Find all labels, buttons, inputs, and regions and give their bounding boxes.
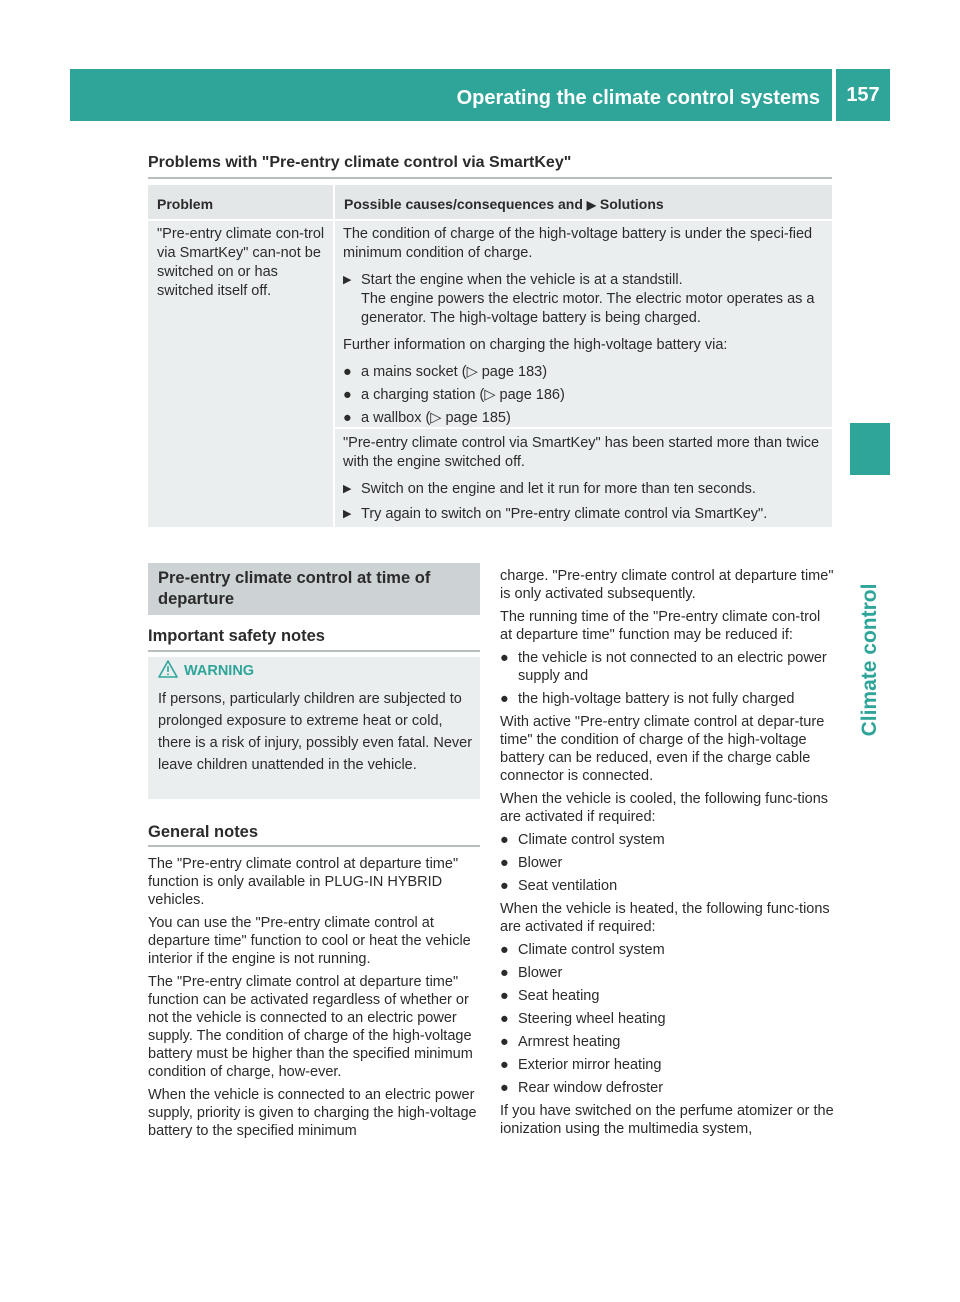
list-item-text: a wallbox (▷ page 185) <box>361 410 511 426</box>
side-tab-label: Climate control <box>858 583 881 737</box>
solution-intro: "Pre-entry climate control via SmartKey" has been started more than twice with the engine switched off. <box>343 435 820 470</box>
solution-step-detail: The engine powers the electric motor. The electric motor operates as a generator. The high-voltage battery is being charged. <box>361 291 815 326</box>
bullet-icon: ● <box>500 855 509 871</box>
bullet-icon: ● <box>343 387 352 403</box>
problems-title: Problems with "Pre-entry climate control via SmartKey" <box>148 154 572 171</box>
paragraph: If you have switched on the perfume atomizer or the ionization using the multimedia system, <box>500 1103 834 1137</box>
general-notes-heading: General notes <box>148 823 259 841</box>
list-item-text: Climate control system <box>518 942 665 958</box>
safety-notes-heading: Important safety notes <box>148 627 325 645</box>
paragraph: The "Pre-entry climate control at departure time" function is only available in PLUG-IN HYBRID vehicles. <box>148 856 459 908</box>
bullet-icon: ● <box>500 691 509 707</box>
list-item <box>500 854 834 872</box>
list-item-text: a mains socket (▷ page 183) <box>361 364 548 380</box>
paragraph: The running time of the "Pre-entry climate con-trol at departure time" function may be reduced if: <box>500 609 821 643</box>
list-item <box>500 1010 834 1028</box>
bullet-icon: ● <box>500 942 509 958</box>
solution-intro: The condition of charge of the high-voltage battery is under the speci-fied minimum condition of charge. <box>343 226 813 261</box>
solution-block-2 <box>343 434 828 530</box>
list-item-text: the high-voltage battery is not fully charged <box>518 691 795 707</box>
arrow-icon: ▶ <box>586 198 597 212</box>
paragraph: You can use the "Pre-entry climate control at departure time" function to cool or heat the vehicle interior if the engine is not running. <box>148 915 471 967</box>
list-item-text: a charging station (▷ page 186) <box>361 387 565 403</box>
list-item-text: Seat heating <box>518 988 600 1004</box>
solution-step <box>343 480 828 499</box>
paragraph: With active "Pre-entry climate control at depar-ture time" the condition of charge of the high-voltage battery can be reduced, even if the charge cable connector is connected. <box>500 714 825 784</box>
bullet-icon: ● <box>500 1034 509 1050</box>
list-item <box>343 409 828 428</box>
list-item <box>500 941 834 959</box>
solution-block-1 <box>343 225 828 432</box>
list-item-text: Armrest heating <box>518 1034 621 1050</box>
table-header-problem: Problem <box>157 196 214 212</box>
list-item-text: Blower <box>518 855 563 871</box>
list-item <box>500 1056 834 1074</box>
arrow-icon: ▶ <box>343 274 352 286</box>
table-header-solutions-prefix: Possible causes/consequences and <box>344 196 583 212</box>
bullet-icon: ● <box>500 650 509 666</box>
list-item <box>343 386 828 405</box>
list-item <box>500 1033 834 1051</box>
list-item <box>500 877 834 895</box>
list-item <box>343 363 828 382</box>
paragraph: charge. "Pre-entry climate control at departure time" is only activated subsequently. <box>500 568 834 602</box>
list-item <box>500 987 834 1005</box>
list-item <box>500 831 834 849</box>
bullet-icon: ● <box>500 878 509 894</box>
arrow-icon: ▶ <box>343 508 352 520</box>
right-column-text <box>500 567 834 1143</box>
list-item <box>500 649 834 685</box>
list-item-text: Seat ventilation <box>518 878 618 894</box>
list-item-text: Climate control system <box>518 832 665 848</box>
arrow-icon: ▶ <box>343 483 352 495</box>
solution-step-text: Switch on the engine and let it run for more than ten seconds. <box>361 481 756 497</box>
paragraph: The "Pre-entry climate control at departure time" function can be activated regardless of whether or not the vehicle is connected to an electric power supply. The condition of charge of the high-voltage battery must be higher than the specified minimum condition of charge, how-ever. <box>148 974 473 1080</box>
bullet-icon: ● <box>343 410 352 426</box>
list-item <box>500 964 834 982</box>
problem-text: "Pre-entry climate con-trol via SmartKey" can-not be switched on or has switched itself off. <box>157 226 325 299</box>
list-item <box>500 1079 834 1097</box>
page-header-title: Operating the climate control systems <box>456 87 820 109</box>
side-tab-marker <box>850 423 890 475</box>
heading-rule <box>148 845 480 847</box>
bullet-icon: ● <box>343 364 352 380</box>
solution-step-text: Try again to switch on "Pre-entry climate control via SmartKey". <box>361 506 768 522</box>
bullet-icon: ● <box>500 832 509 848</box>
list-item-text: the vehicle is not connected to an electric power supply and <box>518 650 827 684</box>
warning-triangle-icon <box>158 660 178 678</box>
table-header-solutions-suffix: Solutions <box>599 196 664 212</box>
paragraph: When the vehicle is heated, the following func-tions are activated if required: <box>500 901 830 935</box>
solution-step-text: Start the engine when the vehicle is at a standstill. <box>361 272 683 288</box>
bullet-icon: ● <box>500 1011 509 1027</box>
solution-further: Further information on charging the high-voltage battery via: <box>343 337 728 353</box>
list-item-text: Steering wheel heating <box>518 1011 666 1027</box>
bullet-icon: ● <box>500 1057 509 1073</box>
table-header-solutions <box>344 195 664 214</box>
section-heading: Pre-entry climate control at time of departure <box>158 569 431 608</box>
bullet-icon: ● <box>500 1080 509 1096</box>
list-item <box>500 690 834 708</box>
list-item-text: Exterior mirror heating <box>518 1057 662 1073</box>
warning-text: If persons, particularly children are subjected to prolonged exposure to extreme heat or cold, there is a risk of injury, possibly even fatal. Never leave children unattended in the vehicle. <box>158 691 473 773</box>
page-number: 157 <box>836 69 890 121</box>
solution-step <box>343 505 828 524</box>
list-item-text: Rear window defroster <box>518 1080 664 1096</box>
heading-rule <box>148 650 480 652</box>
general-notes-text <box>148 855 482 1145</box>
solution-step <box>343 271 828 328</box>
list-item-text: Blower <box>518 965 563 981</box>
section-rule <box>148 177 832 179</box>
bullet-icon: ● <box>500 965 509 981</box>
bullet-icon: ● <box>500 988 509 1004</box>
paragraph: When the vehicle is cooled, the following func-tions are activated if required: <box>500 791 829 825</box>
paragraph: When the vehicle is connected to an electric power supply, priority is given to charging the high-voltage battery to the specified minimum <box>148 1087 477 1139</box>
warning-label: WARNING <box>184 663 255 679</box>
